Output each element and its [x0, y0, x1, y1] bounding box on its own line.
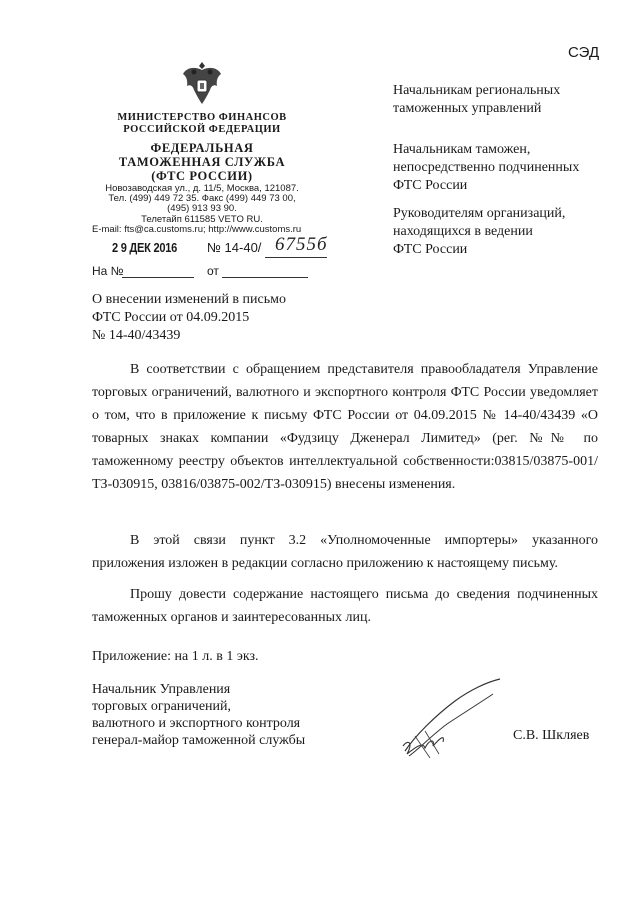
ministry-name: МИНИСТЕРСТВО ФИНАНСОВ РОССИЙСКОЙ ФЕДЕРАЦИИ: [117, 112, 287, 135]
service-name: ФЕДЕРАЛЬНАЯ ТАМОЖЕННАЯ СЛУЖБА (ФТС РОССИИ): [118, 141, 286, 183]
body-paragraph-1: В соответствии с обращением представителя правообладателя Управление торговых ограничений, валютного и экспортного контроля ФТС России уведомляет о том, что в приложение к письму ФТС России от 04.09.2015 № 14-40/43439 «О товарных знаках компании «Фудзицу Дженерал Лимитед» (рег. №№ по таможенному реестру объектов интеллектуальной собственности:03815/03875-001/ТЗ-030915, 03816/03875-002/ТЗ-030915) внесены изменения.: [92, 362, 598, 492]
letter-subject: О внесении изменений в письмо ФТС России от 04.09.2015 № 14-40/43439: [92, 292, 286, 343]
service-address: Новозаводская ул., д. 11/5, Москва, 121087. Тел. (499) 449 72 35. Факс (499) 449 73 00, (495) 913 93 90. Телетайп 611585 VETO RU. E-mail: fts@ca.customs.ru; http://www.customs.ru: [92, 183, 302, 235]
coat-of-arms-icon: [180, 60, 224, 108]
registration-date-stamp: 2 9 ДЕК 2016: [112, 240, 178, 255]
appendix-note: Приложение: на 1 л. в 1 экз.: [92, 649, 259, 664]
sed-mark: СЭД: [568, 44, 600, 61]
addressee-1: Начальникам региональных таможенных управлений: [393, 83, 561, 116]
body-paragraph-2: В этой связи пункт 3.2 «Уполномоченные импортеры» указанного приложения изложен в редакции согласно приложению к настоящему письму.: [92, 533, 598, 571]
registration-underline: [265, 257, 327, 258]
reference-date-line: [222, 277, 308, 278]
reference-number-line: [122, 277, 194, 278]
registration-number-handwritten: 6755б: [275, 234, 328, 255]
reference-number-label: На №: [92, 264, 124, 278]
addressee-2: Начальникам таможен, непосредственно подчиненных ФТС России: [393, 142, 580, 193]
signatory-name: С.В. Шкляев: [513, 728, 590, 743]
signatory-position: Начальник Управления торговых ограничений, валютного и экспортного контроля генерал-майор таможенной службы: [92, 682, 306, 748]
addressee-3: Руководителям организаций, находящихся в ведении ФТС России: [393, 206, 566, 257]
body-paragraph-3: Прошу довести содержание настоящего письма до сведения подчиненных таможенных органов и заинтересованных лиц.: [92, 587, 598, 625]
registration-number: № 14-40/: [207, 240, 262, 255]
handwritten-signature: [395, 676, 515, 766]
reference-date-label: от: [207, 264, 219, 278]
